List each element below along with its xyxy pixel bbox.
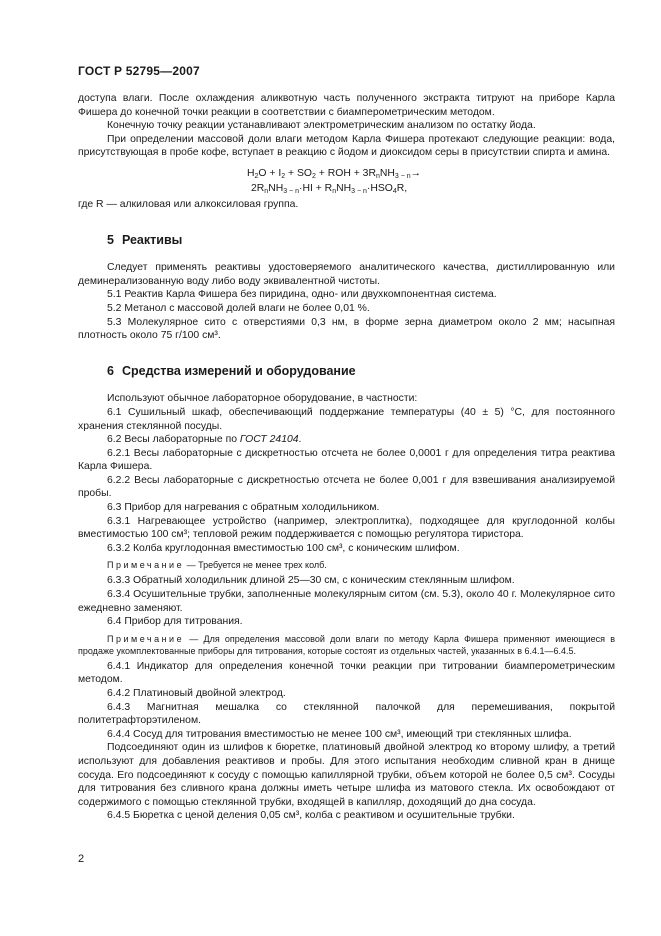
equation-line-2: $2R_nNH_{3 - n}\cdot HI + R_nNH_{3 - n}\cdot HSO_4R$, <box>251 182 408 195</box>
clause: 6.3.1 Нагревающее устройство (например, электроплитка), подходящее для круглодонной колбы вместимостью 100 см³; тепловой режим поддерживается с помощью регулятора тиристора. <box>78 515 615 541</box>
clause: 6.1 Сушильный шкаф, обеспечивающий поддержание температуры (40 ± 5) °С, для постоянного хранения стеклянной посуды. <box>78 406 615 432</box>
clause: 5.1 Реактив Карла Фишера без пиридина, одно- или двухкомпонентная система. <box>107 289 497 301</box>
paragraph: где R — алкиловая или алкоксиловая группа. <box>78 198 299 210</box>
equation-line-1: $H_2O + I_2 + SO_2$ + ROH + $3R_nNH_{3 - n}\to$ <box>247 167 422 180</box>
clause: 5.3 Молекулярное сито с отверстиями 0,3 нм, в форме зерна диаметром около 2 мм; насыпная плотность около 75 г/100 см³. <box>78 316 615 342</box>
clause: 6.4.1 Индикатор для определения конечной точки реакции при титровании биамперометрическим методом. <box>78 660 615 686</box>
paragraph: При определении массовой доли влаги методом Карла Фишера протекают следующие реакции: вода, присутствующая в пробе кофе, вступает в реакцию с йодом и диоксидом серы в присутствии спирта и амина. <box>78 133 615 159</box>
section-number: 6 <box>107 363 114 378</box>
chemical-equation <box>247 166 615 196</box>
clause: 6.2 Весы лабораторные по ГОСТ 24104. <box>107 434 302 446</box>
clause: 6.3 Прибор для нагревания с обратным холодильником. <box>107 502 380 514</box>
clause: 6.2.2 Весы лабораторные с дискретностью отсчета не более 0,001 г для взвешивания анализируемой пробы. <box>78 474 615 500</box>
page-number: 2 <box>78 853 85 865</box>
section-heading <box>107 365 615 379</box>
clause-text: 6.2 Весы лабораторные по <box>107 434 240 446</box>
section-title: Средства измерений и оборудование <box>121 363 356 378</box>
clause: 5.2 Метанол с массовой долей влаги не более 0,01 %. <box>107 302 370 314</box>
document-header: ГОСТ Р 52795—2007 <box>78 64 200 78</box>
paragraph: Используют обычное лабораторное оборудование, в частности: <box>107 393 418 405</box>
section-heading <box>107 234 615 248</box>
note-label: Примечание <box>107 633 185 644</box>
document-body <box>78 92 615 823</box>
clause: 6.3.4 Осушительные трубки, заполненные молекулярным ситом (см. 5.3), около 40 г. Молекулярное сито ежедневно заменяют. <box>78 589 615 614</box>
paragraph: Конечную точку реакции устанавливают электрометрическим анализом по остатку йода. <box>107 120 536 132</box>
note-text: — Для определения массовой доли влаги по методу Карла Фишера применяют имеющиеся в продаже укомплектованные приборы для титрования, которые состоят из отдельных частей, указанных в 6.4.1—6.4.5. <box>78 633 615 656</box>
clause: 6.3.2 Колба круглодонная вместимостью 100 см³, с коническим шлифом. <box>107 542 460 554</box>
standard-reference: ГОСТ 24104 <box>239 434 299 446</box>
clause: 6.4.4 Сосуд для титрования вместимостью не менее 100 см³, имеющий три стеклянных шлифа. <box>107 728 572 740</box>
clause: 6.2.1 Весы лабораторные с дискретностью отсчета не более 0,0001 г для определения титра реактива Карла Фишера. <box>78 447 615 473</box>
note-label: Примечание <box>107 560 185 571</box>
clause: 6.4 Прибор для титрования. <box>107 616 243 628</box>
clause: 6.4.2 Платиновый двойной электрод. <box>107 688 286 699</box>
clause: 6.4.3 Магнитная мешалка со стеклянной палочкой для перемешивания, покрытой политетрафторэтиленом. <box>78 701 615 727</box>
note-text: — Требуется не менее трех колб. <box>184 560 327 571</box>
clause: 6.3.3 Обратный холодильник длиной 25—30 см, с коническим стеклянным шлифом. <box>107 575 515 587</box>
section-number: 5 <box>107 232 114 247</box>
paragraph: Подсоединяют один из шлифов к бюретке, платиновый двойной электрод ко второму шлифу, а третий используют для добавления реактивов и пробы. Для этого испытания необходим сливной кран в днище сосуда. Его подсоединяют к сосуду с помощью капиллярной трубки, объем которой не более 0,5 см³. Сосуды для титрования без сливного крана должны иметь четыре шлифа из матового стекла. Их освобождают от содержимого с помощью стеклянной трубки, входящей в капилляр, доходящий до дна сосуда. <box>78 742 615 808</box>
paragraph: Следует применять реактивы удостоверяемого аналитического качества, дистиллированную или деминерализованную воду либо воду эквивалентной чистоты. <box>78 262 615 287</box>
paragraph: доступа влаги. После охлаждения аликвотную часть полученного экстракта титруют на приборе Карла Фишера до конечной точки реакции в соответствии с биамперометрическим методом. <box>78 93 615 118</box>
clause: 6.4.5 Бюретка с ценой деления 0,05 см³, колба с реактивом и осушительные трубки. <box>107 810 515 822</box>
note <box>78 633 615 657</box>
note <box>78 559 615 571</box>
section-title: Реактивы <box>121 232 183 247</box>
